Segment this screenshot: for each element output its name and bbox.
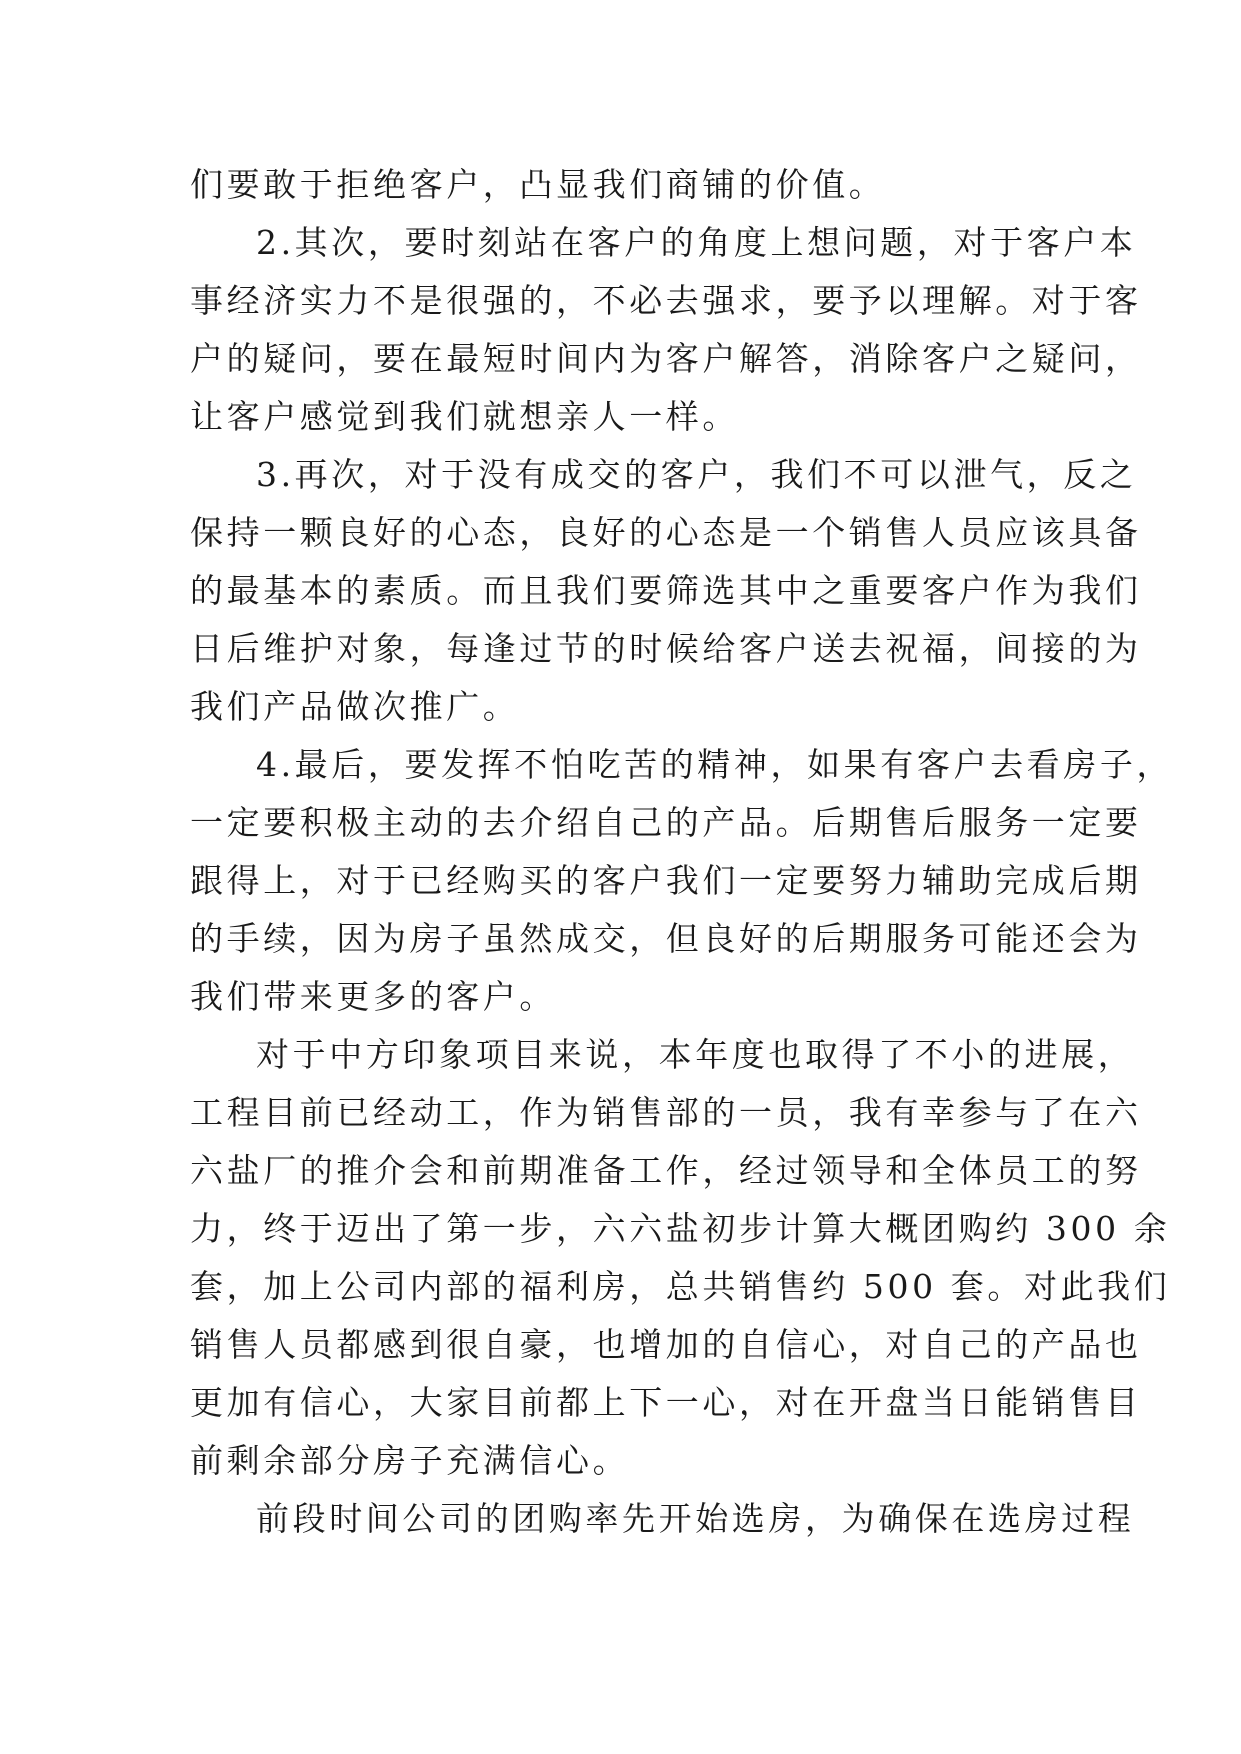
text-line: 前段时间公司的团购率先开始选房，为确保在选房过程 [256,1499,1135,1538]
paragraph-2 [190,214,1142,446]
text-line: 更加有信心，大家目前都上下一心，对在开盘当日能销售目 [190,1383,1142,1422]
paragraph-5 [190,1026,1171,1490]
text-line: 力，终于迈出了第一步，六六盐初步计算大概团购约 300 余 [190,1209,1171,1248]
text-line: 保持一颗良好的心态，良好的心态是一个销售人员应该具备 [190,513,1142,552]
text-line: 的手续，因为房子虽然成交，但良好的后期服务可能还会为 [190,919,1142,958]
document-body [190,156,1174,1548]
text-line: 套，加上公司内部的福利房，总共销售约 500 套。对此我们 [190,1267,1171,1306]
text-line: 跟得上，对于已经购买的客户我们一定要努力辅助完成后期 [190,861,1142,900]
text-line: 日后维护对象，每逢过节的时候给客户送去祝福，间接的为 [190,629,1142,668]
text-line: 们要敢于拒绝客户，凸显我们商铺的价值。 [190,165,886,204]
paragraph-3 [190,446,1142,736]
text-line: 一定要积极主动的去介绍自己的产品。后期售后服务一定要 [190,803,1142,842]
text-line: 对于中方印象项目来说，本年度也取得了不小的进展， [256,1035,1135,1074]
paragraph-6 [190,1490,1135,1548]
text-line: 让客户感觉到我们就想亲人一样。 [190,397,739,436]
text-line: 的最基本的素质。而且我们要筛选其中之重要客户作为我们 [190,571,1142,610]
text-line: 我们带来更多的客户。 [190,977,556,1016]
text-line: 工程目前已经动工，作为销售部的一员，我有幸参与了在六 [190,1093,1142,1132]
text-line: 事经济实力不是很强的，不必去强求，要予以理解。对于客 [190,281,1142,320]
text-line: 2.其次，要时刻站在客户的角度上想问题，对于客户本 [256,223,1137,262]
text-line: 销售人员都感到很自豪，也增加的自信心，对自己的产品也 [190,1325,1142,1364]
paragraph-4 [190,736,1174,1026]
text-line: 4.最后，要发挥不怕吃苦的精神，如果有客户去看房子， [256,745,1174,784]
text-line: 3.再次，对于没有成交的客户，我们不可以泄气，反之 [256,455,1137,494]
text-line: 六盐厂的推介会和前期准备工作，经过领导和全体员工的努 [190,1151,1142,1190]
text-line: 户的疑问，要在最短时间内为客户解答，消除客户之疑问， [190,339,1142,378]
text-line: 前剩余部分房子充满信心。 [190,1441,630,1480]
text-line: 我们产品做次推广。 [190,687,520,726]
paragraph-1 [190,156,1050,214]
